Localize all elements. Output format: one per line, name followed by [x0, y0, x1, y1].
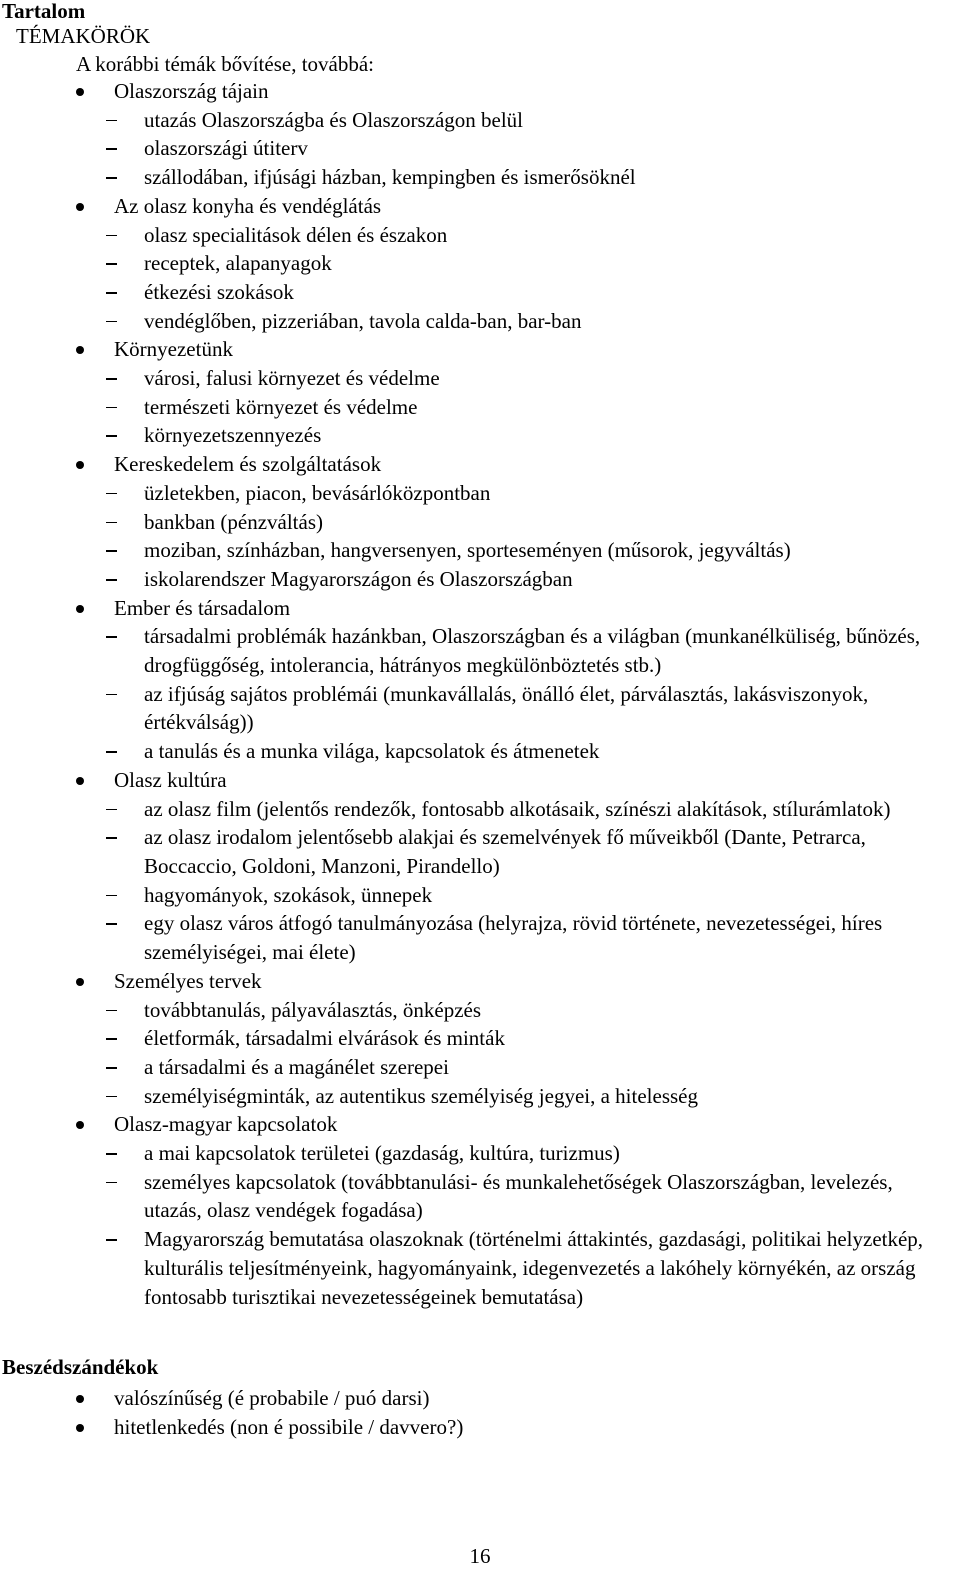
topic-label: Személyes tervek — [114, 968, 262, 993]
subtopic-text: személyes kapcsolatok (továbbtanulási- és munkalehetőségek Olaszországban, levelezés, utazás, olasz vendégek fogadása) — [144, 1169, 893, 1223]
intent-text: hitetlenkedés (non é possibile / davvero?) — [114, 1414, 464, 1439]
topic-item — [0, 594, 960, 766]
dash-icon — [106, 694, 117, 696]
subtopic-text: személyiségminták, az autentikus személyiség jegyei, a hitelesség — [144, 1083, 698, 1108]
bullet-icon — [76, 346, 84, 354]
bullet-icon — [76, 1424, 84, 1432]
subtopic-item — [0, 1024, 960, 1053]
topic-item — [0, 335, 960, 450]
subtopic-text: utazás Olaszországba és Olaszországon belül — [144, 107, 524, 132]
subtopic-item — [0, 479, 960, 508]
dash-icon — [106, 235, 117, 237]
dash-icon — [106, 407, 117, 409]
subtopic-text: egy olasz város átfogó tanulmányozása (helyrajza, rövid története, nevezetességei, híres személyiségei, mai élete) — [144, 911, 883, 965]
subtopic-text: városi, falusi környezet és védelme — [144, 366, 440, 391]
topic-label: Olasz-magyar kapcsolatok — [114, 1112, 338, 1137]
subtopic-item — [0, 307, 960, 336]
subtopic-item — [0, 106, 960, 135]
dash-icon — [106, 809, 117, 811]
topic-item — [0, 450, 960, 594]
subtopic-text: Magyarország bemutatása olaszoknak (történelmi áttakintés, gazdasági, politikai helyzetkép, kulturális teljesítményeink, hagyományaink, idegenvezetés a lakóhely környékén, az ország fontosabb turisztikai nevezetességeinek bemutatása) — [144, 1227, 924, 1309]
bullet-icon — [76, 203, 84, 211]
subtopic-text: üzletekben, piacon, bevásárlóközpontban — [144, 480, 491, 505]
subtopic-text: receptek, alapanyagok — [144, 251, 332, 276]
topic-item — [0, 77, 960, 192]
subtopic-item — [0, 134, 960, 163]
subtopic-item — [0, 1139, 960, 1168]
dash-icon — [106, 263, 117, 265]
subtopic-text: szállodában, ifjúsági házban, kempingben és ismerősöknél — [144, 165, 636, 190]
bullet-icon — [76, 1395, 84, 1403]
topics-list — [0, 77, 960, 1311]
dash-icon — [106, 177, 117, 179]
subtopic-list — [0, 996, 960, 1111]
subtopic-item — [0, 421, 960, 450]
bullet-icon — [76, 1121, 84, 1129]
dash-icon — [106, 292, 117, 294]
subtopic-item — [0, 996, 960, 1025]
subtopic-list — [0, 622, 960, 766]
dash-icon — [106, 751, 117, 753]
dash-icon — [106, 895, 117, 897]
dash-icon — [106, 1153, 117, 1155]
subtopic-text: a tanulás és a munka világa, kapcsolatok és átmenetek — [144, 739, 600, 764]
subtopic-item — [0, 163, 960, 192]
subtopic-item — [0, 881, 960, 910]
topic-item — [0, 192, 960, 336]
subtopic-item — [0, 1225, 960, 1311]
dash-icon — [106, 493, 117, 495]
dash-icon — [106, 1038, 117, 1040]
subtopic-list — [0, 364, 960, 450]
topic-label: Ember és társadalom — [114, 595, 291, 620]
intents-heading: Beszédszándékok — [2, 1355, 159, 1379]
subtopic-item — [0, 508, 960, 537]
page-title: Tartalom — [2, 0, 86, 23]
subtopic-item — [0, 1053, 960, 1082]
subtopic-list — [0, 1139, 960, 1311]
subtopic-text: az olasz irodalom jelentősebb alakjai és szemelvények fő műveikből (Dante, Petrarca, Boccaccio, Goldoni, Manzoni, Pirandello) — [144, 825, 866, 878]
dash-icon — [106, 321, 117, 323]
topic-label: Kereskedelem és szolgáltatások — [114, 452, 382, 477]
subtopic-item — [0, 795, 960, 824]
subtopic-item — [0, 622, 960, 679]
subtopic-item — [0, 737, 960, 766]
topic-label: Olaszország tájain — [114, 79, 269, 103]
subtopic-text: életformák, társadalmi elvárások és minták — [144, 1026, 505, 1051]
subtopic-item — [0, 364, 960, 393]
intent-text: valószínűség (é probabile / puó darsi) — [114, 1386, 430, 1410]
dash-icon — [106, 1239, 117, 1241]
dash-icon — [106, 148, 117, 150]
subtopic-text: moziban, színházban, hangversenyen, sporteseményen (műsorok, jegyváltás) — [144, 538, 791, 563]
dash-icon — [106, 435, 117, 437]
subtopic-text: természeti környezet és védelme — [144, 394, 418, 419]
intents-list — [0, 1384, 960, 1441]
dash-icon — [106, 378, 117, 380]
subtopic-item — [0, 536, 960, 565]
bullet-icon — [76, 777, 84, 785]
dash-icon — [106, 1010, 117, 1012]
subtopic-text: környezetszennyezés — [144, 423, 322, 448]
bullet-icon — [76, 978, 84, 986]
subtopic-item — [0, 1168, 960, 1225]
subtopic-text: étkezési szokások — [144, 279, 294, 304]
subtopic-item — [0, 565, 960, 594]
dash-icon — [106, 923, 117, 925]
dash-icon — [106, 636, 117, 638]
dash-icon — [106, 550, 117, 552]
topic-item — [0, 967, 960, 1111]
page-number: 16 — [469, 1544, 491, 1568]
topics-heading: TÉMAKÖRÖK — [16, 24, 151, 48]
subtopic-item — [0, 909, 960, 966]
subtopic-text: bankban (pénzváltás) — [144, 509, 324, 534]
dash-icon — [106, 522, 117, 524]
topic-label: Az olasz konyha és vendéglátás — [114, 193, 382, 218]
subtopic-text: társadalmi problémák hazánkban, Olaszországban és a világban (munkanélküliség, bűnözés, drogfüggőség, intolerancia, hátrányos megkülönböztetés stb.) — [144, 624, 921, 678]
subtopic-text: iskolarendszer Magyarországon és Olaszországban — [144, 566, 573, 591]
subtopic-text: olasz specialitások délen és északon — [144, 222, 448, 247]
topic-label: Olasz kultúra — [114, 767, 227, 792]
subtopic-item — [0, 278, 960, 307]
dash-icon — [106, 1182, 117, 1184]
bullet-icon — [76, 605, 84, 613]
topic-item — [0, 1110, 960, 1311]
topic-label: Környezetünk — [114, 337, 233, 362]
subtopic-list — [0, 795, 960, 967]
subtopic-text: hagyományok, szokások, ünnepek — [144, 882, 433, 907]
subtopic-text: az olasz film (jelentős rendezők, fontosabb alkotásaik, színészi alakítások, stílurámlatok) — [144, 796, 891, 821]
subtopic-text: a mai kapcsolatok területei (gazdaság, kultúra, turizmus) — [144, 1141, 620, 1166]
subtopic-item — [0, 680, 960, 737]
subtopic-item — [0, 393, 960, 422]
dash-icon — [106, 1067, 117, 1069]
bullet-icon — [76, 88, 84, 96]
bullet-icon — [76, 461, 84, 469]
subtopic-text: a társadalmi és a magánélet szerepei — [144, 1054, 449, 1079]
intent-item — [0, 1413, 960, 1442]
subtopic-text: vendéglőben, pizzeriában, tavola calda-ban, bar-ban — [144, 308, 582, 333]
subtopic-item — [0, 823, 960, 880]
intent-item — [0, 1384, 960, 1413]
dash-icon — [106, 120, 117, 122]
topic-item — [0, 766, 960, 967]
subtopic-list — [0, 106, 960, 192]
topics-intro: A korábbi témák bővítése, továbbá: — [76, 52, 375, 76]
subtopic-item — [0, 249, 960, 278]
subtopic-list — [0, 221, 960, 336]
dash-icon — [106, 837, 117, 839]
dash-icon — [106, 1096, 117, 1098]
dash-icon — [106, 579, 117, 581]
subtopic-item — [0, 1082, 960, 1111]
subtopic-text: továbbtanulás, pályaválasztás, önképzés — [144, 997, 482, 1022]
subtopic-item — [0, 221, 960, 250]
subtopic-list — [0, 479, 960, 594]
subtopic-text: olaszországi útiterv — [144, 136, 308, 161]
subtopic-text: az ifjúság sajátos problémái (munkavállalás, önálló élet, párválasztás, lakásviszonyok, értékválság)) — [144, 681, 869, 735]
